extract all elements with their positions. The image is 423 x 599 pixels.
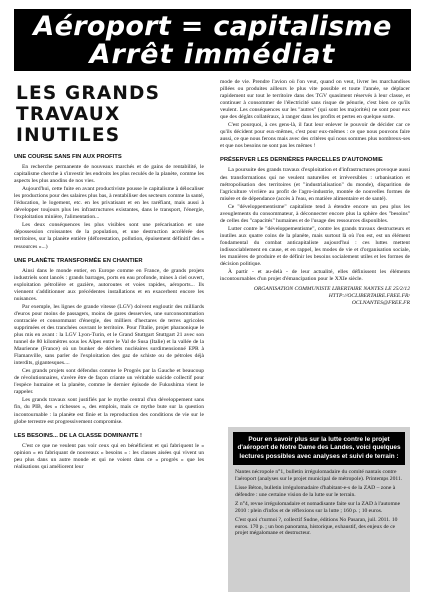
paragraph: Aujourd'hui, cette fuite en avant productiviste pousse le capitalisme à délocaliser les productions pour des salaires plus bas, à rentabiliser des secteurs comme la santé, l'éducation, le logement, etc. en les privatisant et en les raréfiant, mais aussi à développer toujours plus les infrastructures existantes, dans le transport, l'énergie, l'exploitation minière, l'alimentation... <box>14 186 204 221</box>
signature-org: ORGANISATION COMMUNISTE LIBERTAIRE NANTES LE 25/2/12 <box>253 286 410 293</box>
title-banner <box>14 9 411 71</box>
paragraph: Ces grands projets sont défendus comme le Progrès par la Gauche et beaucoup de révolutionnaires, s'avère être de façon criante un véritable suicide collectif pour l'espèce humaine et la planète, comme le dernier épisode de Fukushima vient le rappeler. <box>14 368 204 396</box>
reading-list-header: Pour en savoir plus sur la lutte contre le projet d'aéroport de Notre Dame des Landes, voici quelques lectures possibles avec analyses et suivi de terrain : <box>233 432 405 465</box>
reading-item: Lisse Béton, bulletin irrégulomadaire d'habitant-e-s de la ZAD – zone à défendre : une certaine vision de la lutte sur le terrain. <box>235 485 396 498</box>
paragraph: mode de vie. Prendre l'avion où l'on veut, quand on veut, livrer les marchandises pillées ou produites ailleurs le plus vite possible et toute l'année, se déplacer rapidement sur tout le territoire dans des TGV quasiment réservés à leur classe, et continuer à consommer de l'électricité sans risque de pénurie, c'est bien ce qu'ils veulent. Les conséquences sur les "autres" (qui sont les majorités) ne sont pour eux que des dégâts collatéraux, à ranger dans les profits et pertes en quelque sorte. <box>220 79 410 121</box>
paragraph: À partir - et au-delà - de leur actualité, elles définissent les éléments incontournables d'un projet d'émancipation pour le XXIe siècle. <box>220 269 410 283</box>
section-heading: PRÉSERVER LES DERNIÈRES PARCELLES D'AUTONOMIE <box>220 157 383 164</box>
paragraph: La poursuite des grands travaux d'exploitation et d'infrastructures provoque aussi des transformations qui ne veulent naturelles et irréversibles : urbanisation et métropolisation des territoires (et "industrialisation" du monde), disparition de l'agriculture vivrière au profit de l'agro-industrie, montée de nouvelles formes de misère et de dépendance (accès à l'eau, en matière alimentaire et de santé). <box>220 167 410 202</box>
paragraph: Les deux conséquences les plus visibles sont une précarisation et une dépossession croissantes de la population, et une destruction accélérée des territoires, sur la planète entière (déforestation, pollution, épuisement définitif des « ressources »...) <box>14 222 204 250</box>
reading-list <box>235 469 403 537</box>
signature-url[interactable]: HTTP://OCLIBERTAIRE.FREE.FR/ <box>328 293 410 300</box>
banner-line-1: Aéroport = capitalisme <box>33 11 392 42</box>
reading-item: C'est quoi c'turmoi ?, collectif Sudne, éditions No Pasaran, juil. 2011. 10 euros. 170 p. ; un bon panorama, historique, exhaustif, des enjeux de ce projet mégalomane et destructeur. <box>235 516 398 537</box>
paragraph: Les grands travaux sont justifiés par le mythe central d'un développement sans fin, du PIB, des « richesses », des emplois, mais ce mythe bute sur la question incontournable : la planète est finie et la reproduction des conditions de vie sur le globe terrestre est progressivement compromise. <box>14 397 204 425</box>
section-heading: LES BESOINS... DE LA CLASSE DOMINANTE ! <box>14 432 142 439</box>
article-title: LES GRANDS TRAVAUX INUTILES <box>16 83 161 146</box>
reading-item: Z n°4, revue irrégulomadaire et nomadisante faite sur la ZAD à l'automne 2010 : plein d'infos et de réflexions sur la lutte ; 160 p. ; 10 euros. <box>235 500 401 514</box>
paragraph: Par exemple, les lignes de grande vitesse (LGV) doivent engloutir des milliards d'euros pour moins de passagers, moins de gares desservies, une surconsommation contraciée et consommant d'énergie, des milliers d'hectares de terres agricoles supprimées et des tranchées ouvrant le territoire. Pour l'Italie, projet pharaonique le plus mis en avant : la LGV Lyon-Turin, et le Grand Stuttgart Stuttgart 21 avec son tunnel de 80 kilomètres sous les Alpes entre le Val de Susa (Italie) et la vallée de la Maurienne (France) où un bunker de déchets nucléaires surdimensionné EPR à Flamanville, sans parler de l'exploitation des gaz de schiste ou de pétroles déjà interdits, gigantesques.... <box>14 303 204 367</box>
right-column <box>220 79 410 379</box>
reading-list-box <box>228 427 410 592</box>
section-heading: UNE PLANÈTE TRANSFORMÉE EN CHANTIER <box>14 257 143 264</box>
section-heading: UNE COURSE SANS FIN AUX PROFITS <box>14 154 122 160</box>
reading-item: Nantes nécropole n°1, bulletin irrégulomadaire du comité nantais contre l'aéroport (analyses sur le projet municipal de métropole). Printemps 2011. <box>235 469 403 483</box>
paragraph: En recherche permanente de nouveaux marchés et de gains de rentabilité, le capitalisme cherche à s'investir les endroits les plus reculés de la planète, comme les aspects les plus anodins de nos vies. <box>14 164 204 185</box>
paragraph: C'est ce que ne veulent pas voir ceux qui en bénéficient et qui fabriquent le « opinion » en fabriquant de nouveaux « besoins » : les classes aisées qui vivent un peu plus dans un autre monde et qui ne voient dans ce « progrès » que les réalisations qui améliorent leur <box>14 442 204 470</box>
paragraph: Lutter contre le "développementisme", contre les grands travaux destructeurs et inutiles aux quatre coins de la planète, mais surtout là où l'on est, est un élément fondamental du combat anticapitaliste aujourd'hui : ces luttes mettent indissociablement en cause, et en rappel, les modes de vie et d'organisation sociale, les manières de produire et de définir les besoins socialement utiles et les formes de décision politique. <box>220 225 410 268</box>
paragraph: Ce "développementisme" capitaliste tend à étendre encore un peu plus les aveuglements du consommateur, à déconnecter encore plus la sphère des "besoins" de celles des "capacités" humaines et de l'usage des ressources disponibles. <box>220 203 410 224</box>
signature-email[interactable]: OCLNANTES@FREE.FR <box>351 300 410 307</box>
paragraph: C'est pourquoi, à ces gens-là, il faut leur enlever le pouvoir de décider car ce qu'ils décident pour eux-mêmes, c'est pour eux-mêmes : ce que nous pouvons faire aussi, ce que nous ferons mais avec des critères qui nous sommes plus nombreux-ses et que nos besoins ne sont pas les mêmes ! <box>220 122 410 150</box>
banner-line-2: Arrêt immédiat <box>89 39 336 70</box>
paragraph: Ainsi dans le monde entier, en Europe comme en France, de grands projets industriels sont lancés : grands barrages, ports en eau profonde, mines à ciel ouvert, exploitation pétrolière et gazière, autoroutes et voies rapides, aéroports... Ils viennent s'additionner aux précédentes installations et en exacerbent encore les nuisances. <box>14 267 204 302</box>
left-column <box>14 80 204 592</box>
